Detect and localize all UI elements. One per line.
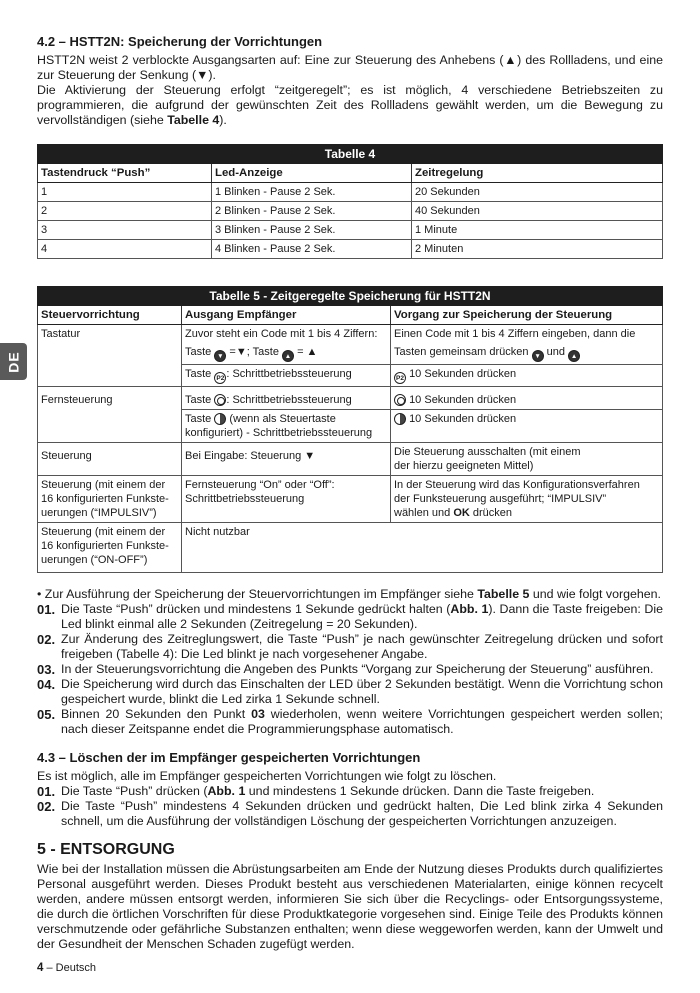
table-cell xyxy=(391,387,663,410)
table-row xyxy=(38,387,663,410)
keypad-down-key-icon: ▼ xyxy=(532,350,544,362)
cell-line: Schrittbetriebssteuerung xyxy=(185,493,305,505)
bullet-text-c: und wie folgt vorgehen. xyxy=(529,587,662,601)
cell-text: und xyxy=(546,346,565,358)
list-item xyxy=(37,632,663,662)
list-item xyxy=(37,662,663,677)
table-row xyxy=(38,443,663,476)
section-4-2-title: 4.2 – HSTT2N: Speicherung der Vorrichtungen xyxy=(37,34,323,49)
procedure-intro xyxy=(37,587,663,602)
cell-text: Taste xyxy=(185,368,212,380)
procedure-steps xyxy=(37,602,663,737)
table-5-header: Steuervorrichtung xyxy=(38,306,182,325)
table-cell: Steuerung xyxy=(38,443,182,476)
cell-text: 10 Sekunden drücken xyxy=(409,394,517,406)
table-cell xyxy=(38,523,182,573)
step-number: 03. xyxy=(37,662,56,677)
bullet-text-a: • Zur Ausführung der Speicherung der Steuervorrichtungen im Empfänger siehe xyxy=(37,587,478,601)
table-4-caption: Tabelle 4 xyxy=(38,145,663,164)
keypad-up-key-icon: ▲ xyxy=(282,350,294,362)
step-number: 02. xyxy=(37,799,56,814)
cell-line: der Funksteuerung ausgeführt; “IMPULSIV” xyxy=(394,493,607,505)
cell-text: Tasten gemeinsam drücken xyxy=(394,346,529,358)
table-cell: 40 Sekunden xyxy=(412,202,663,221)
step-number: 02. xyxy=(37,632,56,647)
step-text: Binnen 20 Sekunden den Punkt 03 wiederholen, wenn weitere Vorrichtungen gespeichert werden sollen; nach dieser Zeitspanne endet die Programmierungsphase automatisch. xyxy=(61,707,663,736)
table-cell: Tastatur xyxy=(38,325,182,387)
table-cell: 2 xyxy=(38,202,212,221)
cell-line xyxy=(394,506,659,520)
table-5-header: Ausgang Empfänger xyxy=(182,306,391,325)
step-number: 04. xyxy=(37,677,56,692)
cell-text: = ▲ xyxy=(297,346,318,358)
cell-text: Taste xyxy=(185,346,212,358)
deletion-steps xyxy=(37,784,663,829)
table-cell: 2 Blinken - Pause 2 Sek. xyxy=(212,202,412,221)
section-4-2-paragraph-2 xyxy=(37,83,663,128)
language-tab xyxy=(0,343,27,380)
footer-language: – Deutsch xyxy=(43,962,96,974)
cell-line: Zuvor steht ein Code mit 1 bis 4 Ziffern: xyxy=(185,328,378,340)
table-row xyxy=(38,325,663,365)
p2-table-ref: Tabelle 4 xyxy=(167,113,220,127)
list-item xyxy=(37,677,663,707)
p2-text-c: ). xyxy=(219,113,227,127)
cell-line: der hierzu geeigneten Mittel) xyxy=(394,460,534,472)
table-cell: 4 xyxy=(38,240,212,259)
table-cell xyxy=(182,325,391,365)
cell-text: : Schrittbetriebssteuerung xyxy=(226,394,352,406)
table-cell xyxy=(391,443,663,476)
table-cell xyxy=(391,410,663,443)
page-content xyxy=(37,34,663,952)
step-text: Die Taste “Push” mindestens 4 Sekunden drücken und gedrückt halten, Die Led blink zirka 4 Sekunden schnell, um die Ausführung der vollständigen Löschung der gespeicherten Vorrichtungen anzuzeigen. xyxy=(61,799,663,828)
cell-line: uerungen (“ON-OFF”) xyxy=(41,554,148,566)
cell-text: (wenn als Steuertaste xyxy=(229,413,336,425)
cell-line: 16 konfigurierten Funkste- xyxy=(41,540,169,552)
table-4-header: Zeitregelung xyxy=(412,164,663,183)
p2-key-icon: P2 xyxy=(214,372,226,384)
p2-text-a: Die Aktivierung der Steuerung erfolgt “zeitgeregelt”; es ist möglich, 4 verschiedene Betriebszeiten zu programmieren, die aufgrund der gewünschten Zeit des Rollladens gewählt werden, um die Bewegung zu vervollständigen (siehe xyxy=(37,83,663,127)
list-item xyxy=(37,799,663,829)
page-number: 4 xyxy=(37,962,44,974)
step-number: 01. xyxy=(37,784,56,799)
section-4-3-title: 4.3 – Löschen der im Empfänger gespeicherten Vorrichtungen xyxy=(37,750,421,765)
remote-half-key-icon xyxy=(394,413,406,425)
cell-text: Taste xyxy=(185,413,212,425)
p2-key-icon: P2 xyxy=(394,372,406,384)
table-4 xyxy=(37,144,663,259)
list-item xyxy=(37,784,663,799)
table-cell: 1 xyxy=(38,183,212,202)
list-item xyxy=(37,602,663,632)
cell-line: Einen Code mit 1 bis 4 Ziffern eingeben, dann die xyxy=(394,328,636,340)
step-text: Zur Änderung des Zeitreglungswert, die Taste “Push” je nach gewünschter Zeitregelung drücken und sofort freigeben (Tabelle 4): Die Led blinkt je nach vorgesehener Angabe. xyxy=(61,632,663,661)
table-row xyxy=(38,240,663,259)
cell-line xyxy=(185,345,387,362)
table-cell: 1 Blinken - Pause 2 Sek. xyxy=(212,183,412,202)
table-cell xyxy=(391,365,663,387)
table-cell xyxy=(182,476,391,523)
cell-text: 10 Sekunden drücken xyxy=(409,368,517,380)
table-cell xyxy=(38,476,182,523)
table-cell: Nicht nutzbar xyxy=(182,523,663,573)
cell-line: Steuerung (mit einem der xyxy=(41,526,166,538)
cell-text: Taste xyxy=(185,394,212,406)
cell-text: : Schrittbetriebssteuerung xyxy=(226,368,352,380)
table-cell: 3 Blinken - Pause 2 Sek. xyxy=(212,221,412,240)
table-cell: 1 Minute xyxy=(412,221,663,240)
cell-line: Steuerung (mit einem der xyxy=(41,479,166,491)
table-5-caption: Tabelle 5 - Zeitgeregelte Speicherung für HSTT2N xyxy=(38,287,663,306)
table-cell: Fernsteuerung xyxy=(38,387,182,443)
table-cell: 2 Minuten xyxy=(412,240,663,259)
table-cell: 4 Blinken - Pause 2 Sek. xyxy=(212,240,412,259)
table-row xyxy=(38,476,663,523)
table-cell: Bei Eingabe: Steuerung ▼ xyxy=(182,443,391,476)
section-4-2-paragraph-1: HSTT2N weist 2 verblockte Ausgangsarten auf: Eine zur Steuerung des Anhebens (▲) des Rollladens, und eine zur Steuerung der Senkung (▼). xyxy=(37,53,663,82)
step-text: Die Taste “Push” drücken und mindestens 1 Sekunde gedrückt halten (Abb. 1). Dann die Taste freigeben: Die Led blinkt einmal alle 2 Sekunden (Zeitregelung = 20 Sekunden). xyxy=(61,602,663,631)
table-cell xyxy=(182,387,391,410)
page-footer xyxy=(37,962,96,974)
cell-line: In der Steuerung wird das Konfigurationsverfahren xyxy=(394,479,640,491)
step-number: 01. xyxy=(37,602,56,617)
section-5-body: Wie bei der Installation müssen die Abrüstungsarbeiten am Ende der Nutzung dieses Produkts durch qualifiziertes Personal ausgeführt werden. Dieses Produkt besteht aus verschiedenen Materialarten, einige können recycelt werden, andere müssen entsorgt werden, informieren Sie sich über die Recyclings- oder Entsorgungssysteme, die durch die örtlichen Vorschriften für diese Produktkategorie vorgesehen sind. Einige Teile des Produkts können verschmutzende oder gefährliche Substanzen enthalten; wenn diese weggeworfen werden, kann der Umwelt und der Gesundheit der Menschen Schaden zugefügt werden. xyxy=(37,862,663,951)
remote-ring-key-icon xyxy=(394,394,406,406)
cell-line: konfiguriert) - Schrittbetriebssteuerung xyxy=(185,427,373,439)
table-cell: 3 xyxy=(38,221,212,240)
step-text: Die Taste “Push” drücken (Abb. 1 und mindestens 1 Sekunde drücken. Dann die Taste freigeben. xyxy=(61,784,595,798)
step-text: In der Steuerungsvorrichtung die Angeben des Punkts “Vorgang zur Speicherung der Steuerung” ausführen. xyxy=(61,662,654,676)
section-4-3-intro: Es ist möglich, alle im Empfänger gespeicherten Vorrichtungen wie folgt zu löschen. xyxy=(37,769,497,783)
table-cell: 20 Sekunden xyxy=(412,183,663,202)
step-text: Die Speicherung wird durch das Einschalten der LED über 2 Sekunden bestätigt. Wenn die Vorrichtung schon gespeichert wurde, blinkt die Led zirka 1 Sekunde schnell. xyxy=(61,677,663,706)
keypad-up-key-icon: ▲ xyxy=(568,350,580,362)
cell-text: wählen und xyxy=(394,507,451,519)
table-row xyxy=(38,221,663,240)
cell-line: 16 konfigurierten Funkste- xyxy=(41,493,169,505)
list-item xyxy=(37,707,663,737)
table-4-header: Tastendruck “Push” xyxy=(38,164,212,183)
cell-line xyxy=(394,345,659,362)
table-row xyxy=(38,523,663,573)
cell-line: Die Steuerung ausschalten (mit einem xyxy=(394,446,581,458)
cell-text: 10 Sekunden drücken xyxy=(409,413,517,425)
cell-line: uerungen (“IMPULSIV”) xyxy=(41,507,157,519)
table-4-header: Led-Anzeige xyxy=(212,164,412,183)
cell-line xyxy=(185,412,387,426)
table-row xyxy=(38,183,663,202)
language-tab-label: DE xyxy=(5,350,22,373)
section-5-title: 5 - ENTSORGUNG xyxy=(37,841,175,858)
remote-ring-key-icon xyxy=(214,394,226,406)
table-5-header: Vorgang zur Speicherung der Steuerung xyxy=(391,306,663,325)
step-number: 05. xyxy=(37,707,56,722)
table-cell xyxy=(391,325,663,365)
table-5 xyxy=(37,286,663,573)
bullet-table-ref: Tabelle 5 xyxy=(477,587,530,601)
table-cell xyxy=(391,476,663,523)
cell-text-bold: OK xyxy=(453,507,470,519)
cell-text: drücken xyxy=(472,507,513,519)
keypad-down-key-icon: ▼ xyxy=(214,350,226,362)
table-cell xyxy=(182,410,391,443)
table-cell xyxy=(182,365,391,387)
remote-half-key-icon xyxy=(214,413,226,425)
cell-text: =▼; Taste xyxy=(229,346,279,358)
table-row xyxy=(38,202,663,221)
cell-line: Fernsteuerung “On” oder “Off”: xyxy=(185,479,335,491)
